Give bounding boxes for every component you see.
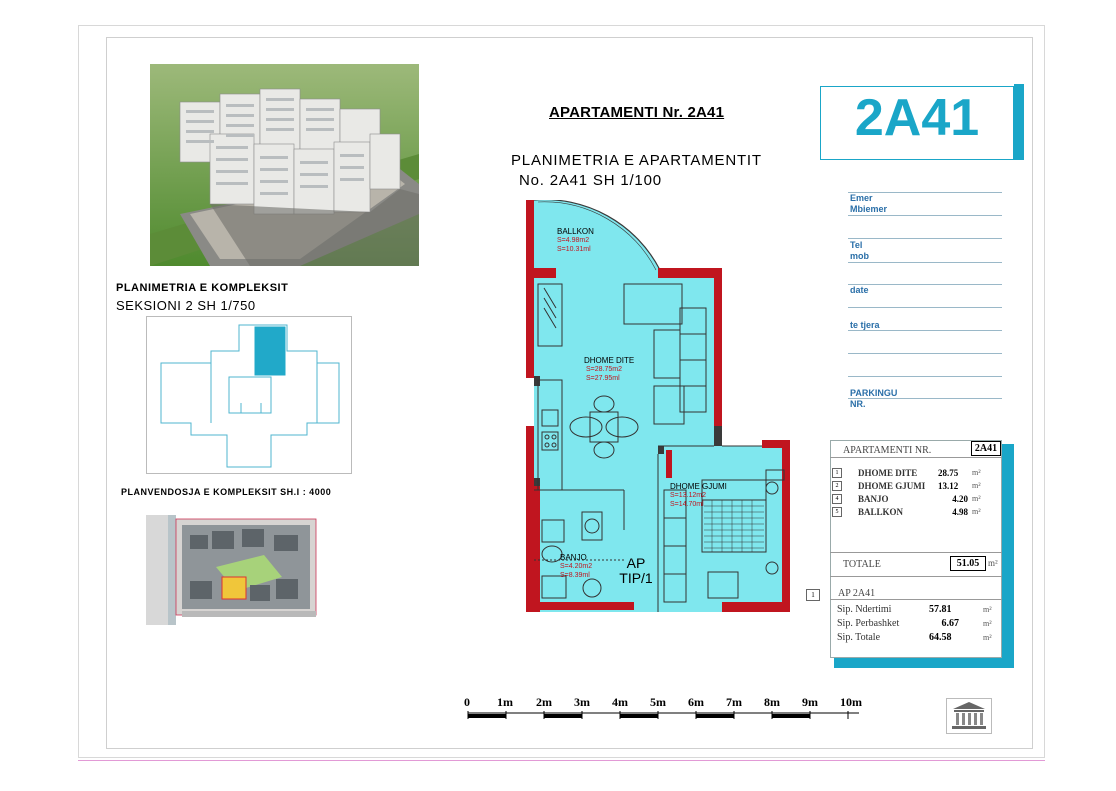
room-label-banjo [560, 553, 592, 580]
phone-label: Tel [850, 240, 863, 250]
area-value: 57.81 [929, 603, 952, 615]
blank-line [848, 238, 1002, 239]
code-badge-shadow [1014, 84, 1024, 158]
scale-label: 2m [536, 695, 552, 709]
area-unit: m² [983, 618, 992, 628]
summary-header-rule [830, 457, 1002, 458]
ap-type-line2: TIP/1 [619, 570, 653, 586]
other-line [848, 330, 1002, 331]
apartment-type-label [614, 556, 658, 586]
row-num: 4 [832, 494, 842, 504]
ap-label: AP 2A41 [838, 588, 876, 599]
mobile-label: mob [850, 251, 869, 261]
plan-title-line1: PLANIMETRIA E APARTAMENTIT [511, 152, 762, 169]
scale-label: 4m [612, 695, 628, 709]
site-plan-drawing [146, 515, 318, 625]
row-unit: m² [972, 507, 981, 516]
area-value: 64.58 [929, 631, 952, 643]
ap-num: 1 [806, 589, 820, 601]
row-num: 2 [832, 481, 842, 491]
ap-type-line1: AP [626, 555, 646, 571]
parking-line [848, 398, 1002, 399]
temple-logo-icon [946, 698, 992, 734]
dhome-dite-perimeter: S=27.95ml [586, 375, 620, 382]
dhome-dite-area: S=28.75m2 [586, 366, 622, 373]
scale-label: 1m [497, 695, 513, 709]
bottom-line [78, 760, 1045, 761]
summary-shadow [1002, 444, 1014, 668]
apartment-code: 2A41 [854, 89, 980, 147]
area-row [837, 630, 1001, 644]
scale-label: 8m [764, 695, 780, 709]
scale-label: 7m [726, 695, 742, 709]
area-unit: m² [983, 632, 992, 642]
scale-label: 9m [802, 695, 818, 709]
complex-plan-title: PLANIMETRIA E KOMPLEKSIT [116, 282, 289, 294]
bedroom-area [658, 446, 790, 612]
area-name: Sip. Ndertimi [837, 603, 892, 615]
date-line [848, 284, 1002, 285]
row-value: 4.20 [952, 493, 968, 504]
complex-render-image [150, 64, 419, 266]
plan-title-line2: No. 2A41 SH 1/100 [519, 172, 662, 189]
total-value: 51.05 [950, 556, 986, 571]
summary-rows [832, 466, 1000, 518]
row-value: 13.12 [938, 480, 959, 491]
scale-label: 10m [840, 695, 862, 709]
parking-nr-label: NR. [850, 399, 866, 409]
row-value: 28.75 [938, 467, 959, 478]
ballkon-perimeter: S=10.31ml [557, 246, 591, 253]
dhome-dite-name: DHOME DITE [584, 356, 635, 365]
room-label-dhome-dite [584, 356, 634, 383]
row-unit: m² [972, 494, 981, 503]
surname-label: Mbiemer [850, 204, 888, 214]
row-unit: m² [972, 468, 981, 477]
scale-label: 3m [574, 695, 590, 709]
area-rows [837, 602, 1001, 644]
summary-row [832, 479, 1000, 492]
surname-line [848, 215, 1002, 216]
total-rule-top [830, 552, 1002, 553]
dhome-gjumi-name: DHOME GJUMI [670, 482, 727, 491]
row-num: 5 [832, 507, 842, 517]
other-line-3 [848, 376, 1002, 377]
summary-row [832, 492, 1000, 505]
date-line-2 [848, 307, 1002, 308]
dhome-gjumi-area: S=13.12m2 [670, 492, 706, 499]
row-value: 4.98 [952, 506, 968, 517]
scale-label: 6m [688, 695, 704, 709]
room-label-dhome-gjumi [670, 482, 727, 509]
banjo-perimeter: S=8.39ml [560, 572, 590, 579]
total-unit: m² [988, 558, 998, 568]
ballkon-name: BALLKON [557, 227, 594, 236]
mobile-line [848, 262, 1002, 263]
banjo-area: S=4.20m2 [560, 563, 593, 570]
scale-ticks [464, 711, 874, 723]
area-value: 6.67 [941, 617, 959, 629]
site-plan-title: PLANVENDOSJA E KOMPLEKSIT SH.I : 4000 [121, 487, 332, 497]
total-label: TOTALE [843, 559, 881, 570]
total-rule-bottom [830, 576, 1002, 577]
area-name: Sip. Perbashket [837, 617, 900, 629]
banjo-name: BANJO [560, 553, 587, 562]
name-label: Emer [850, 193, 873, 203]
complex-plan-drawing [146, 316, 352, 474]
area-row [837, 616, 1001, 630]
date-label: date [850, 285, 869, 295]
name-line [848, 192, 1002, 193]
summary-row [832, 466, 1000, 479]
other-label: te tjera [850, 320, 880, 330]
room-label-ballkon [557, 227, 594, 254]
summary-header-value: 2A41 [971, 441, 1001, 456]
area-unit: m² [983, 604, 992, 614]
row-unit: m² [972, 481, 981, 490]
area-row [837, 602, 1001, 616]
row-name: BANJO [858, 493, 889, 504]
other-line-2 [848, 353, 1002, 354]
scale-bar [464, 695, 874, 725]
row-name: BALLKON [858, 506, 904, 517]
plan-title [511, 151, 762, 191]
scale-label: 0 [464, 695, 470, 709]
row-num: 1 [832, 468, 842, 478]
summary-shadow-bottom [834, 658, 1014, 668]
summary-row [832, 505, 1000, 518]
complex-plan-subtitle: SEKSIONI 2 SH 1/750 [116, 298, 256, 313]
row-name: DHOME GJUMI [858, 480, 926, 491]
scale-label: 5m [650, 695, 666, 709]
ap-rule [830, 599, 1002, 600]
summary-header-label: APARTAMENTI NR. [843, 445, 932, 456]
ballkon-area: S=4.98m2 [557, 237, 590, 244]
area-name: Sip. Totale [837, 631, 881, 643]
apartment-main-title: APARTAMENTI Nr. 2A41 [549, 104, 725, 121]
dhome-gjumi-perimeter: S=14.70ml [670, 501, 704, 508]
parking-label: PARKINGU [850, 388, 898, 398]
row-name: DHOME DITE [858, 467, 918, 478]
